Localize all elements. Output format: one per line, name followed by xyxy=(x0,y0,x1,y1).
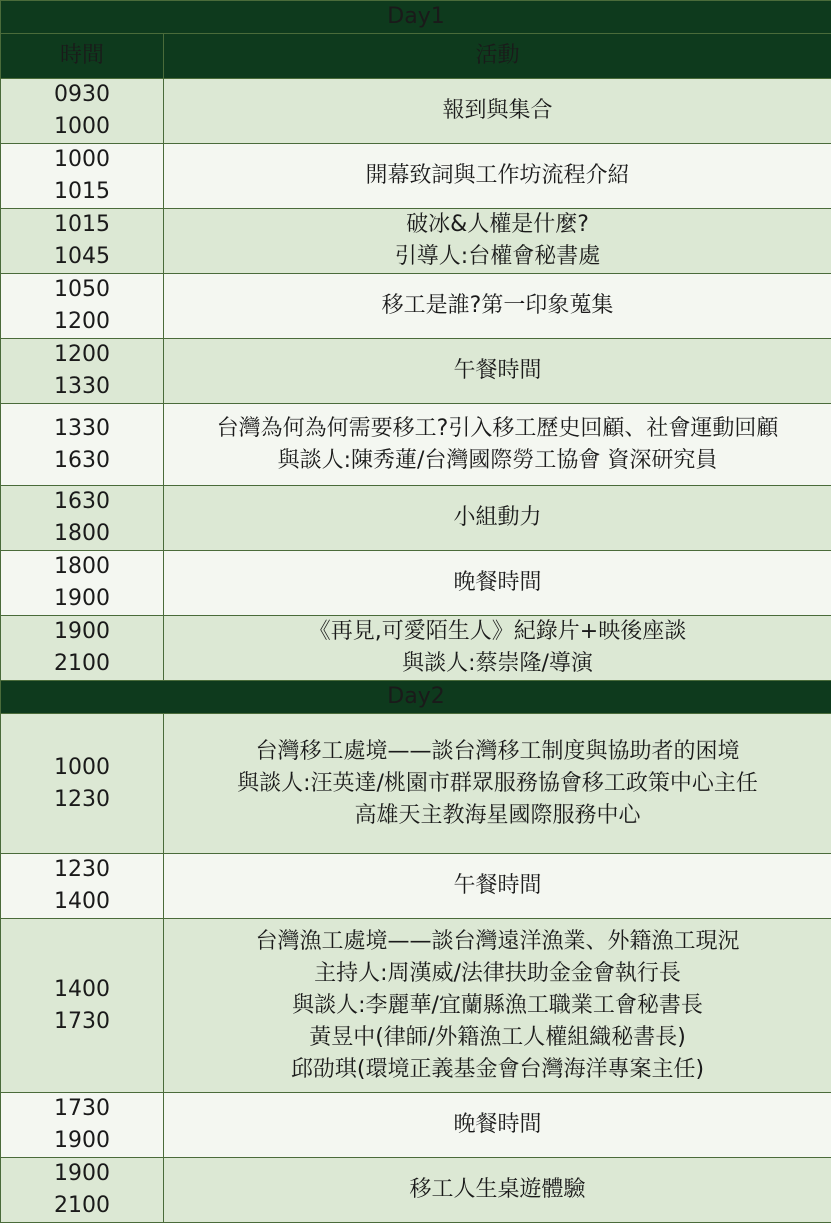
time-cell xyxy=(1,854,164,919)
activity-cell xyxy=(164,551,831,616)
time-line: 1230 xyxy=(1,854,163,886)
column-header-row xyxy=(1,34,831,79)
time-cell xyxy=(1,1093,164,1158)
activity-line: 引導人:台權會秘書處 xyxy=(164,241,831,273)
time-line: 0930 xyxy=(1,79,163,111)
activity-line: 邱劭琪(環境正義基金會台灣海洋專案主任) xyxy=(164,1054,831,1086)
activity-line: 主持人:周漢威/法律扶助金金會執行長 xyxy=(164,958,831,990)
time-line: 1015 xyxy=(1,176,163,208)
activity-line: 午餐時間 xyxy=(164,355,831,387)
activity-cell xyxy=(164,486,831,551)
schedule-row xyxy=(1,274,831,339)
day-title: Day2 xyxy=(1,681,831,714)
time-line: 1000 xyxy=(1,111,163,143)
time-line: 1045 xyxy=(1,241,163,273)
time-line: 1900 xyxy=(1,616,163,648)
activity-line: 移工人生桌遊體驗 xyxy=(164,1174,831,1206)
time-line: 1400 xyxy=(1,886,163,918)
time-cell xyxy=(1,274,164,339)
time-cell xyxy=(1,616,164,681)
time-line: 2100 xyxy=(1,1190,163,1222)
activity-line: 與談人:李麗華/宜蘭縣漁工職業工會秘書長 xyxy=(164,990,831,1022)
activity-line: 台灣為何為何需要移工?引入移工歷史回顧、社會運動回顧 xyxy=(164,413,831,445)
activity-cell xyxy=(164,854,831,919)
activity-line: 台灣移工處境——談台灣移工制度與協助者的困境 xyxy=(164,736,831,768)
activity-cell xyxy=(164,714,831,854)
schedule-row xyxy=(1,616,831,681)
time-cell xyxy=(1,919,164,1093)
activity-line: 黃昱中(律師/外籍漁工人權組織秘書長) xyxy=(164,1022,831,1054)
activity-cell xyxy=(164,1158,831,1223)
schedule-row xyxy=(1,339,831,404)
activity-line: 高雄天主教海星國際服務中心 xyxy=(164,800,831,832)
time-line: 1630 xyxy=(1,445,163,477)
schedule-row xyxy=(1,209,831,274)
time-line: 2100 xyxy=(1,648,163,680)
activity-cell xyxy=(164,79,831,144)
time-line: 1000 xyxy=(1,144,163,176)
time-line: 1900 xyxy=(1,1158,163,1190)
activity-cell xyxy=(164,616,831,681)
schedule-row xyxy=(1,79,831,144)
activity-line: 小組動力 xyxy=(164,502,831,534)
time-line: 1330 xyxy=(1,371,163,403)
day-title: Day1 xyxy=(1,1,831,34)
activity-line: 移工是誰?第一印象蒐集 xyxy=(164,290,831,322)
time-line: 1730 xyxy=(1,1093,163,1125)
activity-cell xyxy=(164,339,831,404)
time-cell xyxy=(1,144,164,209)
schedule-row xyxy=(1,1093,831,1158)
activity-cell xyxy=(164,144,831,209)
time-cell xyxy=(1,714,164,854)
day-header-row xyxy=(1,681,831,714)
time-line: 1230 xyxy=(1,784,163,816)
time-line: 1050 xyxy=(1,274,163,306)
schedule-row xyxy=(1,1158,831,1223)
activity-line: 與談人:汪英達/桃園市群眾服務協會移工政策中心主任 xyxy=(164,768,831,800)
activity-line: 破冰&人權是什麼? xyxy=(164,209,831,241)
time-line: 1630 xyxy=(1,486,163,518)
activity-line: 午餐時間 xyxy=(164,870,831,902)
time-cell xyxy=(1,486,164,551)
activity-cell xyxy=(164,274,831,339)
day-header-row xyxy=(1,1,831,34)
time-line: 1200 xyxy=(1,306,163,338)
time-column-header: 時間 xyxy=(1,34,164,79)
activity-cell xyxy=(164,1093,831,1158)
activity-line: 台灣漁工處境——談台灣遠洋漁業、外籍漁工現況 xyxy=(164,926,831,958)
activity-line: 《再見,可愛陌生人》紀錄片+映後座談 xyxy=(164,616,831,648)
time-cell xyxy=(1,209,164,274)
time-cell xyxy=(1,551,164,616)
time-cell xyxy=(1,79,164,144)
time-line: 1800 xyxy=(1,551,163,583)
time-line: 1900 xyxy=(1,1125,163,1157)
schedule-row xyxy=(1,714,831,854)
activity-cell xyxy=(164,404,831,486)
time-line: 1330 xyxy=(1,413,163,445)
activity-line: 與談人:陳秀蓮/台灣國際勞工協會 資深研究員 xyxy=(164,445,831,477)
time-line: 1730 xyxy=(1,1006,163,1038)
activity-cell xyxy=(164,209,831,274)
activity-line: 報到與集合 xyxy=(164,95,831,127)
schedule-row xyxy=(1,144,831,209)
time-line: 1200 xyxy=(1,339,163,371)
schedule-row xyxy=(1,919,831,1093)
schedule-row xyxy=(1,551,831,616)
time-line: 1015 xyxy=(1,209,163,241)
activity-column-header: 活動 xyxy=(164,34,831,79)
activity-line: 開幕致詞與工作坊流程介紹 xyxy=(164,160,831,192)
schedule-row xyxy=(1,854,831,919)
time-line: 1900 xyxy=(1,583,163,615)
activity-line: 晚餐時間 xyxy=(164,1109,831,1141)
activity-line: 晚餐時間 xyxy=(164,567,831,599)
time-line: 1800 xyxy=(1,518,163,550)
activity-cell xyxy=(164,919,831,1093)
schedule-row xyxy=(1,404,831,486)
activity-line: 與談人:蔡崇隆/導演 xyxy=(164,648,831,680)
time-line: 1000 xyxy=(1,752,163,784)
time-cell xyxy=(1,339,164,404)
time-cell xyxy=(1,404,164,486)
time-line: 1400 xyxy=(1,974,163,1006)
time-cell xyxy=(1,1158,164,1223)
schedule-row xyxy=(1,486,831,551)
